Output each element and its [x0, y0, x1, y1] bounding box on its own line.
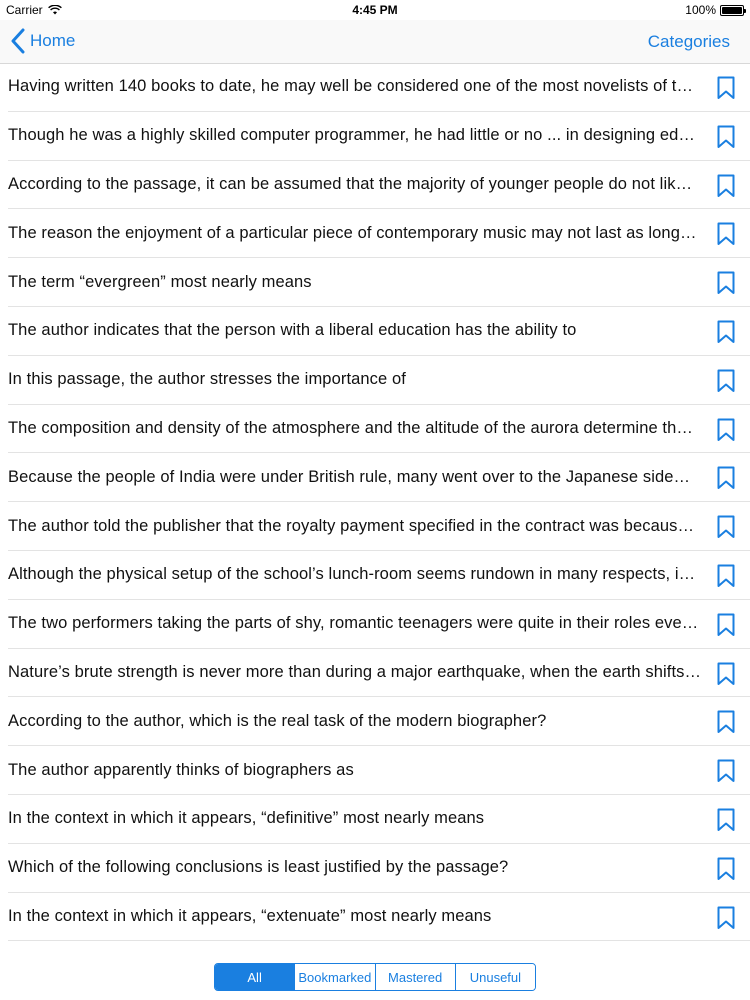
question-text: The composition and density of the atmosphere and the altitude of the aurora determine th…: [8, 418, 693, 437]
question-row[interactable]: [8, 551, 750, 600]
bookmark-icon[interactable]: [717, 369, 735, 393]
bookmark-icon[interactable]: [717, 906, 735, 930]
back-button[interactable]: [10, 28, 75, 54]
battery-percent: 100%: [685, 3, 716, 17]
question-text: Though he was a highly skilled computer programmer, he had little or no ... in designing ed…: [8, 126, 695, 145]
question-row[interactable]: [8, 307, 750, 356]
question-row[interactable]: [8, 649, 750, 698]
question-text: The term “evergreen” most nearly means: [8, 272, 312, 291]
bookmark-icon[interactable]: [717, 174, 735, 198]
question-text: The author apparently thinks of biographers as: [8, 760, 354, 779]
bookmark-icon[interactable]: [717, 271, 735, 295]
filter-mastered-segment[interactable]: Mastered: [375, 964, 455, 990]
bookmark-icon[interactable]: [717, 320, 735, 344]
question-row[interactable]: [8, 63, 750, 112]
filter-unuseful-segment[interactable]: Unuseful: [455, 964, 535, 990]
bookmark-icon[interactable]: [717, 662, 735, 686]
question-text: Which of the following conclusions is least justified by the passage?: [8, 858, 509, 877]
question-row[interactable]: [8, 697, 750, 746]
question-row[interactable]: [8, 209, 750, 258]
bookmark-icon[interactable]: [717, 76, 735, 100]
question-list: [0, 63, 750, 941]
question-text: In the context in which it appears, “definitive” most nearly means: [8, 809, 485, 828]
question-row[interactable]: [8, 112, 750, 161]
bookmark-icon[interactable]: [717, 808, 735, 832]
bookmark-icon[interactable]: [717, 857, 735, 881]
question-row[interactable]: [8, 258, 750, 307]
bookmark-icon[interactable]: [717, 418, 735, 442]
filter-segmented-control: [214, 963, 536, 991]
question-text: In this passage, the author stresses the importance of: [8, 370, 406, 389]
question-text: According to the passage, it can be assumed that the majority of younger people do not lik…: [8, 174, 693, 193]
categories-button[interactable]: Categories: [647, 32, 730, 51]
status-bar: [0, 0, 750, 20]
question-row[interactable]: [8, 453, 750, 502]
question-row[interactable]: [8, 161, 750, 210]
filter-bookmarked-segment[interactable]: Bookmarked: [294, 964, 374, 990]
bookmark-icon[interactable]: [717, 222, 735, 246]
filter-all-segment[interactable]: All: [215, 964, 294, 990]
battery-fill: [722, 7, 742, 14]
question-row[interactable]: [8, 746, 750, 795]
question-text: Nature’s brute strength is never more than during a major earthquake, when the earth shifts…: [8, 662, 702, 681]
question-text: Having written 140 books to date, he may well be considered one of the most novelists of t…: [8, 77, 694, 96]
question-row[interactable]: [8, 795, 750, 844]
bookmark-icon[interactable]: [717, 515, 735, 539]
question-row[interactable]: [8, 405, 750, 454]
question-text: In the context in which it appears, “extenuate” most nearly means: [8, 906, 492, 925]
bookmark-icon[interactable]: [717, 466, 735, 490]
bookmark-icon[interactable]: [717, 759, 735, 783]
carrier-label: Carrier: [6, 3, 43, 17]
question-text: The author told the publisher that the royalty payment specified in the contract was becaus…: [8, 516, 695, 535]
bookmark-icon[interactable]: [717, 125, 735, 149]
question-text: According to the author, which is the real task of the modern biographer?: [8, 711, 547, 730]
question-text: The reason the enjoyment of a particular piece of contemporary music may not last as long…: [8, 223, 697, 242]
bookmark-icon[interactable]: [717, 710, 735, 734]
question-text: Because the people of India were under British rule, many went over to the Japanese side…: [8, 467, 691, 486]
question-row[interactable]: [8, 893, 750, 942]
status-right: [685, 3, 744, 17]
question-row[interactable]: [8, 502, 750, 551]
question-text: The author indicates that the person with a liberal education has the ability to: [8, 321, 577, 340]
chevron-left-icon: [10, 28, 26, 54]
question-text: The two performers taking the parts of shy, romantic teenagers were quite in their roles eve…: [8, 614, 699, 633]
back-button-label: Home: [30, 31, 76, 50]
bookmark-icon[interactable]: [717, 564, 735, 588]
question-text: Although the physical setup of the school’s lunch-room seems rundown in many respects, i…: [8, 565, 696, 584]
battery-icon: [720, 5, 744, 16]
status-time: 4:45 PM: [352, 3, 398, 17]
question-row[interactable]: [8, 356, 750, 405]
bookmark-icon[interactable]: [717, 613, 735, 637]
navigation-bar: [0, 20, 750, 64]
question-row[interactable]: [8, 600, 750, 649]
question-row[interactable]: [8, 844, 750, 893]
